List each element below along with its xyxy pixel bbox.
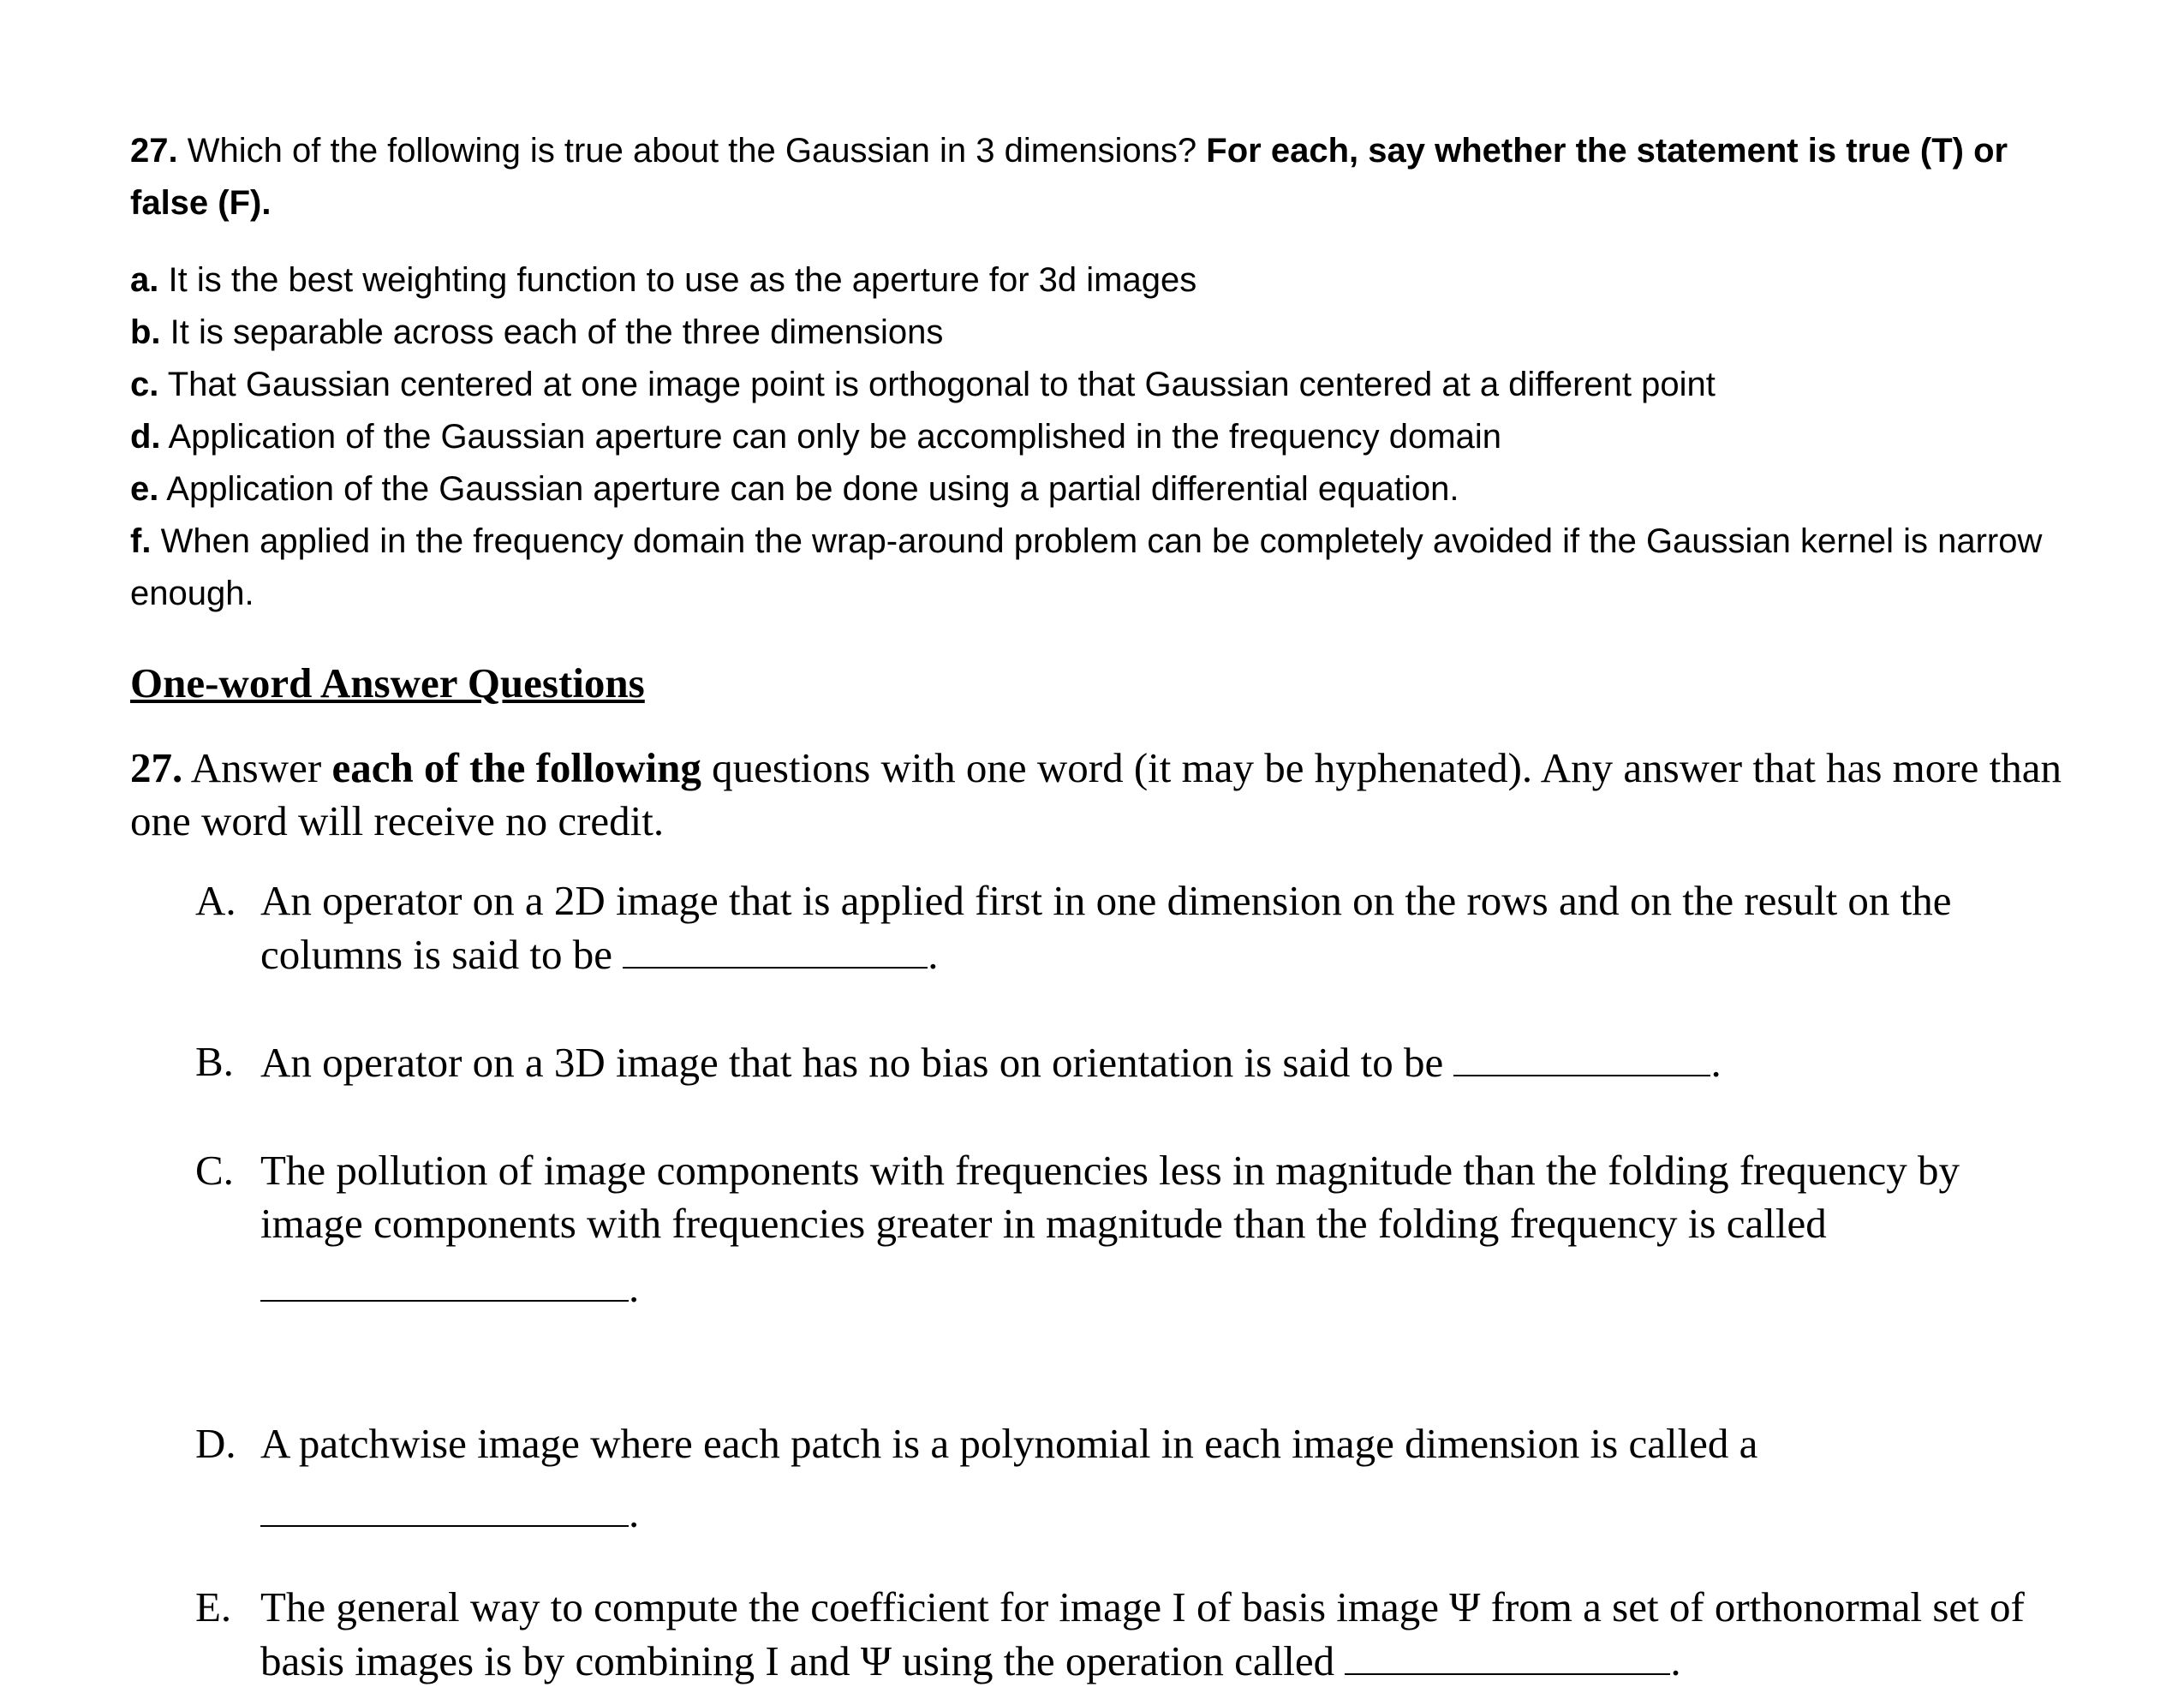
item-text: A patchwise image where each patch is a polynomial in each image dimension is called a	[260, 1420, 1758, 1467]
item-end: .	[1670, 1637, 1681, 1684]
item-end: .	[928, 931, 939, 978]
question-emphasis: each of the following	[331, 744, 701, 791]
answer-blank[interactable]	[260, 1261, 629, 1302]
question-text-part: Answer	[190, 744, 322, 791]
item-d	[195, 1417, 2054, 1540]
answer-blank[interactable]	[1345, 1634, 1670, 1675]
item-text: An operator on a 3D image that has no bias on orientation is said to be	[260, 1039, 1444, 1086]
question-number: 27.	[130, 132, 178, 170]
options-list	[130, 254, 2074, 620]
item-letter: B.	[195, 1038, 234, 1085]
option-c	[130, 359, 2074, 411]
option-text: When applied in the frequency domain the wrap-around problem can be completely avoided if the Gaussian kernel is narrow enough.	[130, 522, 2043, 612]
item-e	[195, 1581, 2054, 1688]
question-27-true-false	[130, 125, 2074, 620]
item-c	[195, 1144, 2054, 1314]
item-end: .	[629, 1489, 640, 1536]
answer-blank[interactable]	[1453, 1035, 1710, 1076]
option-b	[130, 307, 2074, 359]
question-27-one-word	[130, 742, 2066, 848]
section-heading: One-word Answer Questions	[130, 659, 645, 706]
option-a	[130, 254, 2074, 307]
option-letter: c.	[130, 366, 159, 403]
item-letter: D.	[195, 1420, 236, 1467]
item-letter: A.	[195, 877, 236, 924]
question-instruction: For each, say whether the statement is true (T) or false (F).	[130, 132, 2008, 222]
item-letter: E.	[195, 1583, 232, 1630]
option-text: It is the best weighting function to use as the aperture for 3d images	[168, 261, 1197, 299]
option-text: It is separable across each of the three dimensions	[170, 313, 944, 351]
option-text: Application of the Gaussian aperture can be done using a partial differential equation.	[166, 470, 1459, 508]
option-e	[130, 463, 2074, 516]
question-text-part: questions with one word (it may be hyphenated). Any answer that has more than one word will receive no credit.	[130, 744, 2062, 844]
option-text: Application of the Gaussian aperture can only be accomplished in the frequency domain	[168, 418, 1501, 456]
option-d	[130, 411, 2074, 463]
question-stem	[130, 125, 2074, 230]
item-letter: C.	[195, 1147, 234, 1194]
item-end: .	[1710, 1039, 1722, 1086]
option-f	[130, 516, 2074, 620]
option-letter: a.	[130, 261, 159, 299]
item-text: The pollution of image components with frequencies less in magnitude than the folding frequency by image components with frequencies greater in magnitude than the folding frequency is called	[260, 1147, 1960, 1247]
option-letter: e.	[130, 470, 159, 508]
option-letter: b.	[130, 313, 161, 351]
item-b	[195, 1035, 2054, 1089]
answer-blank[interactable]	[623, 927, 928, 969]
option-letter: d.	[130, 418, 161, 456]
answer-blank[interactable]	[260, 1486, 629, 1527]
item-end: .	[629, 1264, 640, 1311]
question-number: 27.	[130, 744, 183, 791]
item-a	[195, 874, 2054, 981]
item-text: The general way to compute the coefficient for image I of basis image Ψ from a set of orthonormal set of basis images is by combining I and Ψ using the operation called	[260, 1583, 2025, 1684]
option-letter: f.	[130, 522, 152, 560]
question-stem	[130, 742, 2066, 848]
item-text: An operator on a 2D image that is applied first in one dimension on the rows and on the result on the columns is said to be	[260, 877, 1952, 978]
option-text: That Gaussian centered at one image point is orthogonal to that Gaussian centered at a different point	[167, 366, 1716, 403]
question-text: Which of the following is true about the Gaussian in 3 dimensions?	[187, 132, 1197, 170]
